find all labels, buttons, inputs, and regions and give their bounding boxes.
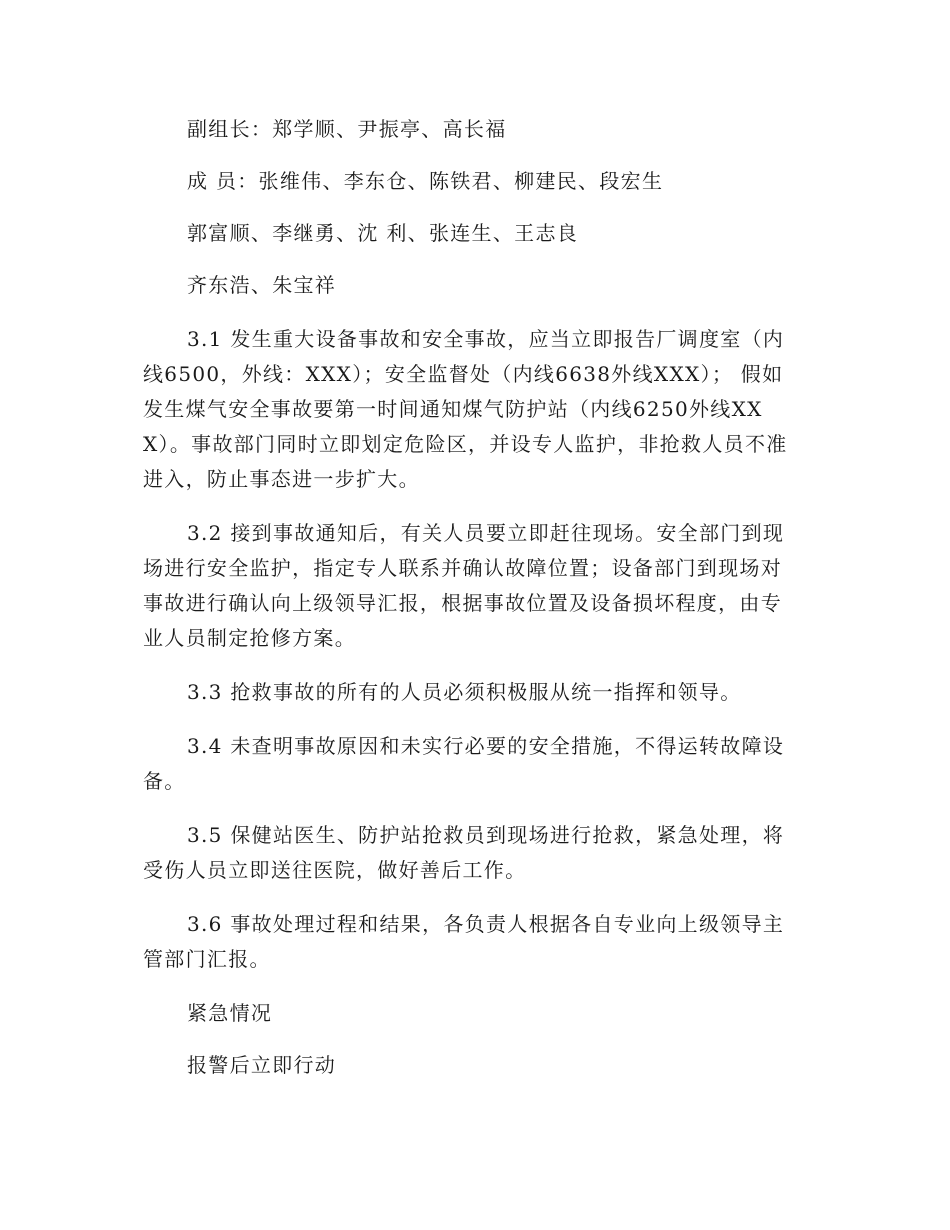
- section-3-2: 3.2 接到事故通知后，有关人员要立即赶往现场。安全部门到现场进行安全监护，指定专人联系并确认故障位置；设备部门到现场对事故进行确认向上级领导汇报，根据事故位置及设备损坏程度，由专业人员制定抢修方案。: [143, 521, 785, 650]
- vice-leader-line: 副组长：郑学顺、尹振亭、高长福: [187, 117, 507, 141]
- section-3-1: 3.1 发生重大设备事故和安全事故，应当立即报告厂调度室（内线6500，外线：XXX）；安全监督处（内线6638外线XXX）； 假如发生煤气安全事故要第一时间通知煤气防护站（内线6250外线XXX）。事故部门同时立即划定危险区，并设专人监护，非抢救人员不准进入，防止事态进一步扩大。: [143, 327, 788, 491]
- emergency-line: 紧急情况: [187, 1001, 273, 1025]
- section-3-4: 3.4 未查明事故原因和未实行必要的安全措施，不得运转故障设备。: [143, 734, 785, 793]
- members-line: 成 员：张维伟、李东仓、陈铁君、柳建民、段宏生: [187, 169, 664, 193]
- members-line-2: 郭富顺、李继勇、沈 利、张连生、王志良: [187, 221, 579, 245]
- section-3-3: 3.3 抢救事故的所有的人员必须积极服从统一指挥和领导。: [187, 680, 742, 704]
- members-line-3: 齐东浩、朱宝祥: [187, 273, 337, 297]
- section-3-5: 3.5 保健站医生、防护站抢救员到现场进行抢救，紧急处理，将受伤人员立即送往医院，做好善后工作。: [143, 823, 785, 882]
- section-3-6: 3.6 事故处理过程和结果，各负责人根据各自专业向上级领导主管部门汇报。: [143, 912, 785, 971]
- action-line: 报警后立即行动: [187, 1053, 337, 1077]
